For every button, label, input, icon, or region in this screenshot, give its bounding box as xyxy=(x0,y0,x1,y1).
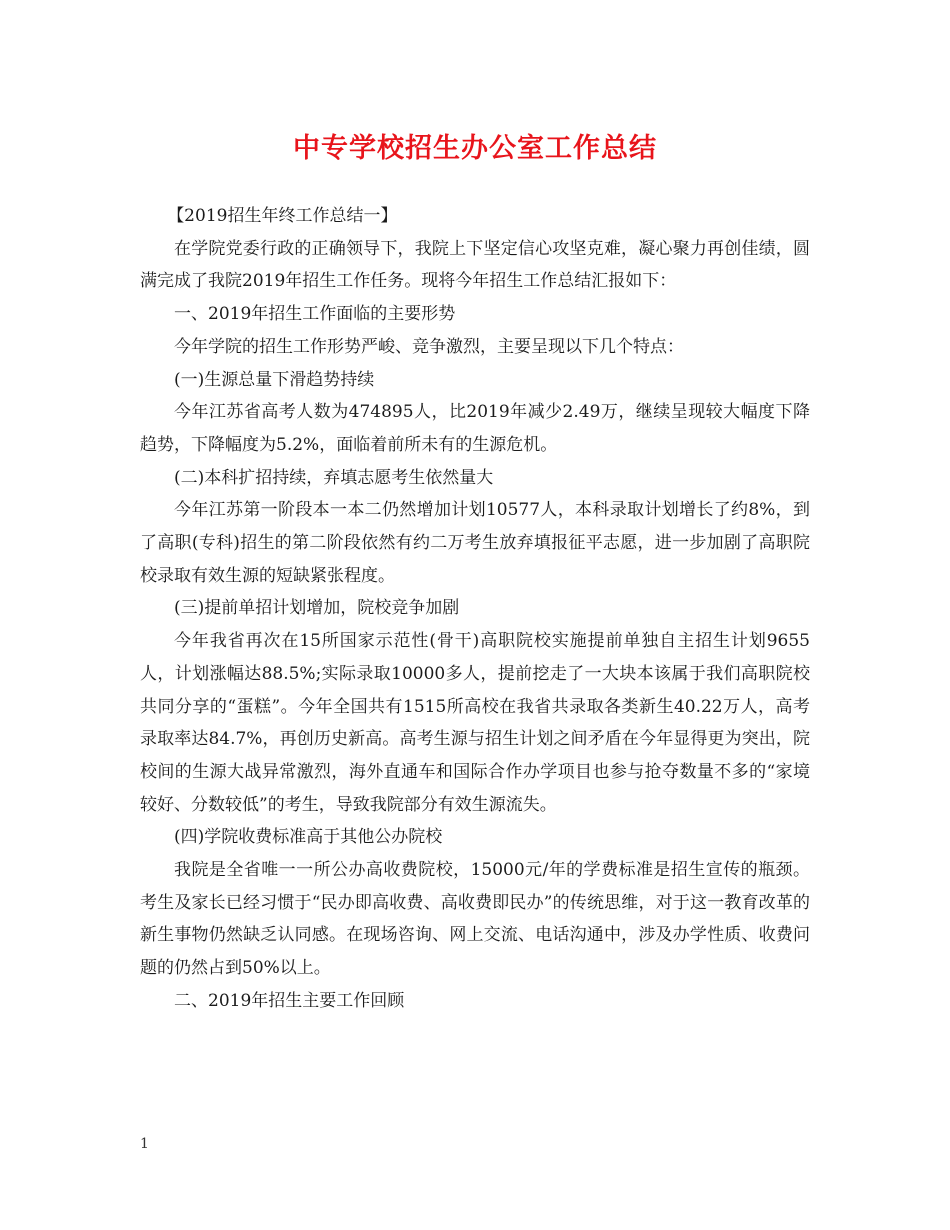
paragraph: 今年我省再次在15所国家示范性(骨干)高职院校实施提前单独自主招生计划9655 人，计划涨幅达88.5%;实际录取10000多人，提前挖走了一大块本该属于我们高职院校共同分享的“蛋糕”。今年全国共有1515所高校在我省共录取各类新生40.22万人，高考录取率达84.7%，再创历史新高。高考生源与招生计划之间矛盾在今年显得更为突出，院校间的生源大战异常激烈，海外直通车和国际合作办学项目也参与抢夺数量不多的“家境较好、分数较低”的考生，导致我院部分有效生源流失。 xyxy=(140,631,810,815)
paragraph: 我院是全省唯一一所公办高收费院校，15000元/年的学费标准是招生宣传的瓶颈。考生及家长已经习惯于“民办即高收费、高收费即民办”的传统思维，对于这一教育改革的新生事物仍然缺乏认同感。在现场咨询、网上交流、电话沟通中，涉及办学性质、收费问题的仍然占到50%以上。 xyxy=(140,860,810,979)
paragraph: 今年江苏第一阶段本一本二仍然增加计划10577人，本科录取计划增长了约8%，到了高职(专科)招生的第二阶段依然有约二万考生放弃填报征平志愿，进一步加剧了高职院校录取有效生源的短缺紧张程度。 xyxy=(140,500,810,586)
subsection-heading: (二)本科扩招持续，弃填志愿考生依然量大 xyxy=(174,467,494,488)
paragraph: 今年学院的招生工作形势严峻、竞争激烈，主要呈现以下几个特点： xyxy=(174,336,684,357)
document-body xyxy=(140,200,810,1018)
paragraph: 在学院党委行政的正确领导下，我院上下坚定信心攻坚克难，凝心聚力再创佳绩，圆满完成了我院2019年招生工作任务。现将今年招生工作总结汇报如下： xyxy=(140,238,810,292)
subsection-heading: (三)提前单招计划增加，院校竞争加剧 xyxy=(174,598,460,619)
document-title: 中专学校招生办公室工作总结 xyxy=(293,133,657,164)
section-heading: 一、2019年招生工作面临的主要形势 xyxy=(174,304,456,325)
subsection-heading: (一)生源总量下滑趋势持续 xyxy=(174,369,375,390)
paragraph: 今年江苏省高考人数为474895人，比2019年减少2.49万，继续呈现较大幅度下降趋势，下降幅度为5.2%，面临着前所未有的生源危机。 xyxy=(140,402,810,455)
subsection-heading: (四)学院收费标准高于其他公办院校 xyxy=(174,827,443,848)
section-heading: 【2019招生年终工作总结一】 xyxy=(167,206,398,226)
section-heading: 二、2019年招生主要工作回顾 xyxy=(174,990,405,1011)
page-number: 1 xyxy=(140,1136,149,1152)
